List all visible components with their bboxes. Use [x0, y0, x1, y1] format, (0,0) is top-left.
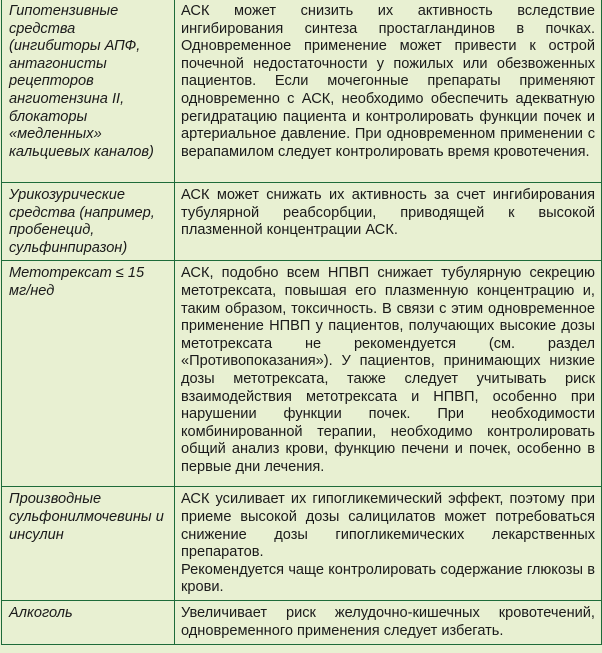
table-row [2, 183, 602, 261]
interaction-description-antihypertensives [175, 0, 602, 183]
description-paragraph: АСК может снижать их активность за счет ингибирования тубулярной реабсорбции, приводящей к высокой плазменной концентрации АСК. [181, 187, 595, 239]
table-row [2, 600, 602, 644]
table-row [2, 261, 602, 487]
description-paragraph: АСК, подобно всем НПВП снижает тубулярную секрецию метотрексата, повышая его плазменную концентрацию и, таким образом, токсичность. В связи с этим одновременное применение НПВП у пациентов, получающих высокие дозы метотрексата не рекомендуется (см. раздел «Противопоказания»). У пациентов, принимающих низкие дозы метотрексата, также следует учитывать риск взаимодействия метотрексата и НПВП, особенно при нарушении функции почек. При необходимости комбинированной терапии, необходимо контролировать общий анализ крови, функцию печени и почек, особенно в первые дни лечения. [181, 265, 595, 475]
drug-name-antihypertensives: Гипотензивные средства (ингибиторы АПФ, антагонисты рецепторов ангиотензина II, блокаторы «медленных» кальциевых каналов) [2, 0, 175, 183]
description-paragraph: Увеличивает риск желудочно-кишечных кровотечений, одновременного применения следует избегать. [181, 604, 595, 639]
interaction-description-alcohol [175, 600, 602, 644]
description-paragraph: АСК может снизить их активность вследствие ингибирования синтеза простагландинов в почках. Одновременное применение может привести к острой почечной недостаточности у пожилых или обезвоженных пациентов. Если мочегонные препараты применяют одновременно с АСК, необходимо обеспечить адекватную регидратацию пациента и контролировать функции почек и артериальное давление. При одновременном применении с верапамилом следует контролировать время кровотечения. [181, 3, 595, 160]
table-row [2, 0, 602, 183]
drug-name-methotrexate: Метотрексат ≤ 15 мг/нед [2, 261, 175, 487]
interaction-description-uricosuric [175, 183, 602, 261]
drug-name-sulfonylurea-insulin: Производные сульфонилмочевины и инсулин [2, 487, 175, 601]
table-row [2, 487, 602, 601]
description-paragraph: Рекомендуется чаще контролировать содержание глюкозы в крови. [181, 561, 595, 596]
description-paragraph: АСК усиливает их гипогликемический эффект, поэтому при приеме высокой дозы салицилатов может потребоваться снижение дозы гипогликемических лекарственных препаратов. [181, 491, 595, 561]
interaction-description-methotrexate [175, 261, 602, 487]
drug-interaction-table [1, 0, 602, 645]
drug-name-uricosuric: Урикозурические средства (например, пробенецид, сульфинпиразон) [2, 183, 175, 261]
drug-name-alcohol: Алкоголь [2, 600, 175, 644]
interaction-description-sulfonylurea-insulin [175, 487, 602, 601]
